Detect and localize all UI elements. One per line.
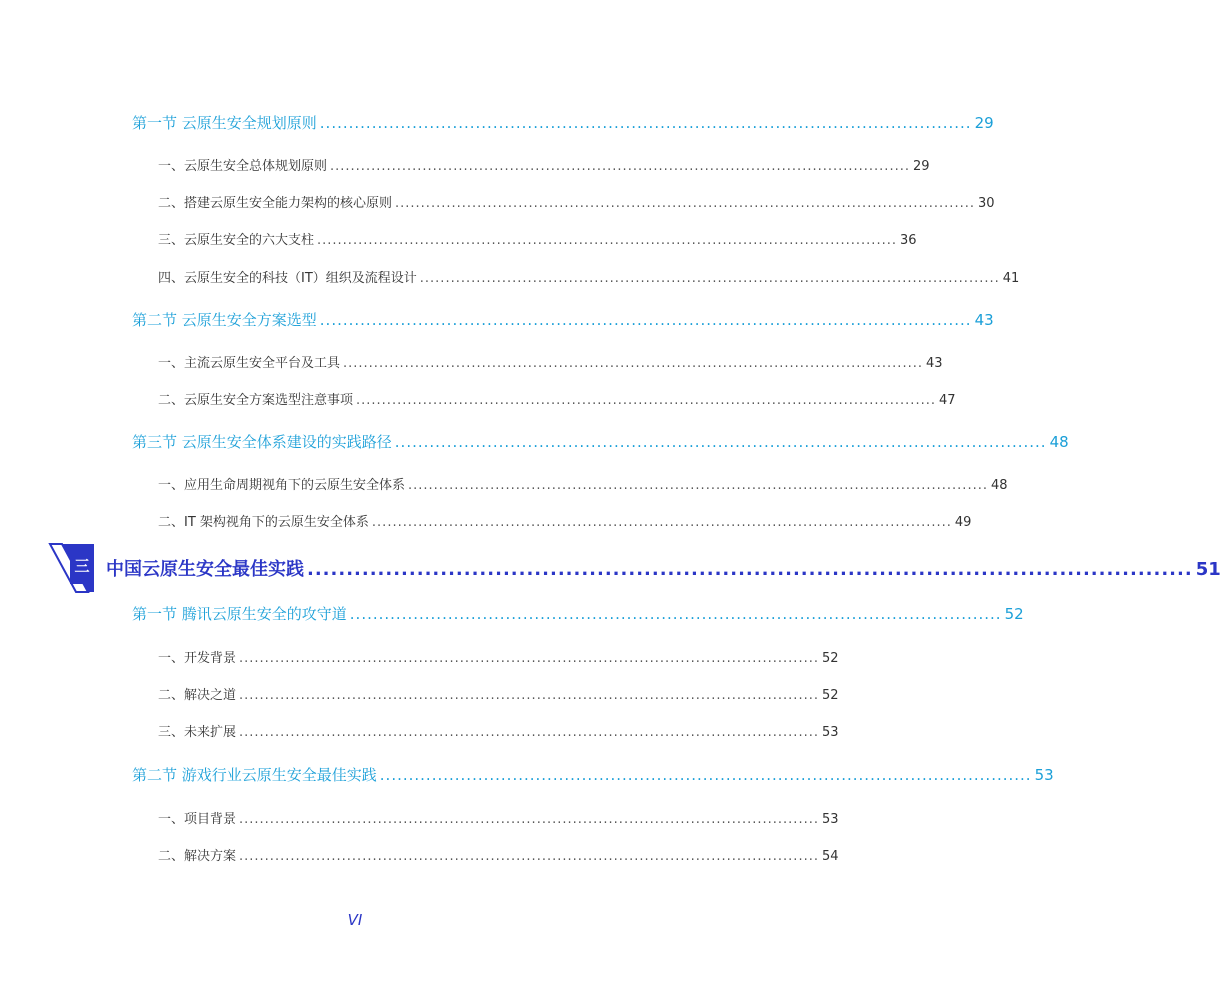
toc-item-label: 四、云原生安全的科技（IT）组织及流程设计 [158, 271, 417, 286]
toc-section-page: 43 [974, 311, 994, 329]
toc-item-label: 一、云原生安全总体规划原则 [158, 159, 328, 174]
leader-dots: ................................................................................................................. [379, 766, 1032, 784]
toc-item-page: 43 [925, 356, 943, 371]
leader-dots: ................................................................................................................. [343, 356, 923, 371]
toc-item[interactable] [158, 155, 930, 174]
toc-item-label: 一、项目背景 [158, 812, 237, 827]
leader-dots: ................................................................................................................. [395, 196, 975, 211]
leader-dots: ................................................................................................................. [408, 478, 988, 493]
toc-section-page: 53 [1034, 766, 1054, 784]
toc-item[interactable] [158, 721, 839, 740]
toc-item-label: 二、解决之道 [158, 688, 237, 703]
leader-dots: ................................................................................................................. [307, 559, 1193, 580]
toc-item[interactable] [158, 845, 839, 864]
toc-section[interactable] [132, 603, 1024, 624]
toc-item[interactable] [158, 474, 1008, 493]
toc-item-page: 49 [954, 515, 972, 530]
toc-item-page: 54 [821, 849, 839, 864]
leader-dots: ................................................................................................................. [330, 159, 910, 174]
toc-item-label: 二、搭建云原生安全能力架构的核心原则 [158, 196, 393, 211]
chapter-badge-icon [48, 540, 100, 596]
toc-section-label: 第三节 云原生安全体系建设的实践路径 [132, 433, 392, 451]
toc-item[interactable] [158, 647, 839, 666]
toc-item-label: 二、IT 架构视角下的云原生安全体系 [158, 515, 369, 530]
toc-section-label: 第一节 腾讯云原生安全的攻守道 [132, 605, 347, 623]
toc-item[interactable] [158, 808, 839, 827]
toc-section-label: 第一节 云原生安全规划原则 [132, 114, 317, 132]
toc-item[interactable] [158, 352, 943, 371]
toc-chapter-title: 中国云原生安全最佳实践 [106, 559, 304, 580]
toc-item-page: 30 [977, 196, 995, 211]
toc-item-page: 47 [938, 393, 956, 408]
toc-item-label: 三、云原生安全的六大支柱 [158, 233, 315, 248]
toc-item-label: 一、主流云原生安全平台及工具 [158, 356, 341, 371]
toc-section[interactable] [132, 764, 1054, 785]
toc-item[interactable] [158, 267, 1020, 286]
toc-item-page: 29 [912, 159, 930, 174]
toc-item-label: 二、解决方案 [158, 849, 237, 864]
leader-dots: ................................................................................................................. [317, 233, 897, 248]
toc-item-page: 41 [1002, 271, 1020, 286]
toc-item-page: 53 [821, 725, 839, 740]
toc-item-label: 一、应用生命周期视角下的云原生安全体系 [158, 478, 406, 493]
toc-item-page: 48 [990, 478, 1008, 493]
leader-dots: ................................................................................................................. [319, 114, 972, 132]
leader-dots: ................................................................................................................. [419, 271, 1000, 286]
toc-item-label: 二、云原生安全方案选型注意事项 [158, 393, 354, 408]
toc-chapter[interactable] [106, 555, 1221, 581]
toc-item[interactable] [158, 511, 972, 530]
page-number: VI [347, 911, 363, 929]
leader-dots: ................................................................................................................. [239, 812, 819, 827]
leader-dots: ................................................................................................................. [239, 688, 819, 703]
leader-dots: ................................................................................................................. [239, 651, 819, 666]
toc-item-label: 一、开发背景 [158, 651, 237, 666]
chapter-number: 三 [74, 557, 90, 575]
toc-section[interactable] [132, 431, 1069, 452]
toc-item-page: 36 [899, 233, 917, 248]
leader-dots: ................................................................................................................. [239, 849, 819, 864]
toc-section-page: 29 [974, 114, 994, 132]
leader-dots: ................................................................................................................. [239, 725, 819, 740]
toc-section-page: 52 [1004, 605, 1024, 623]
toc-section-label: 第二节 游戏行业云原生安全最佳实践 [132, 766, 377, 784]
toc-chapter-page: 51 [1195, 559, 1221, 580]
toc-item[interactable] [158, 229, 917, 248]
leader-dots: ................................................................................................................. [356, 393, 936, 408]
toc-section-label: 第二节 云原生安全方案选型 [132, 311, 317, 329]
toc-item[interactable] [158, 389, 956, 408]
toc-item[interactable] [158, 684, 839, 703]
toc-item-page: 52 [821, 651, 839, 666]
leader-dots: ................................................................................................................. [349, 605, 1002, 623]
leader-dots: ................................................................................................................. [319, 311, 972, 329]
toc-item-label: 三、未来扩展 [158, 725, 237, 740]
toc-section[interactable] [132, 309, 994, 330]
toc-section[interactable] [132, 112, 994, 133]
toc-item-page: 53 [821, 812, 839, 827]
leader-dots: ................................................................................................................. [394, 433, 1047, 451]
leader-dots: ................................................................................................................. [371, 515, 952, 530]
toc-item[interactable] [158, 192, 995, 211]
toc-item-page: 52 [821, 688, 839, 703]
toc-section-page: 48 [1049, 433, 1069, 451]
